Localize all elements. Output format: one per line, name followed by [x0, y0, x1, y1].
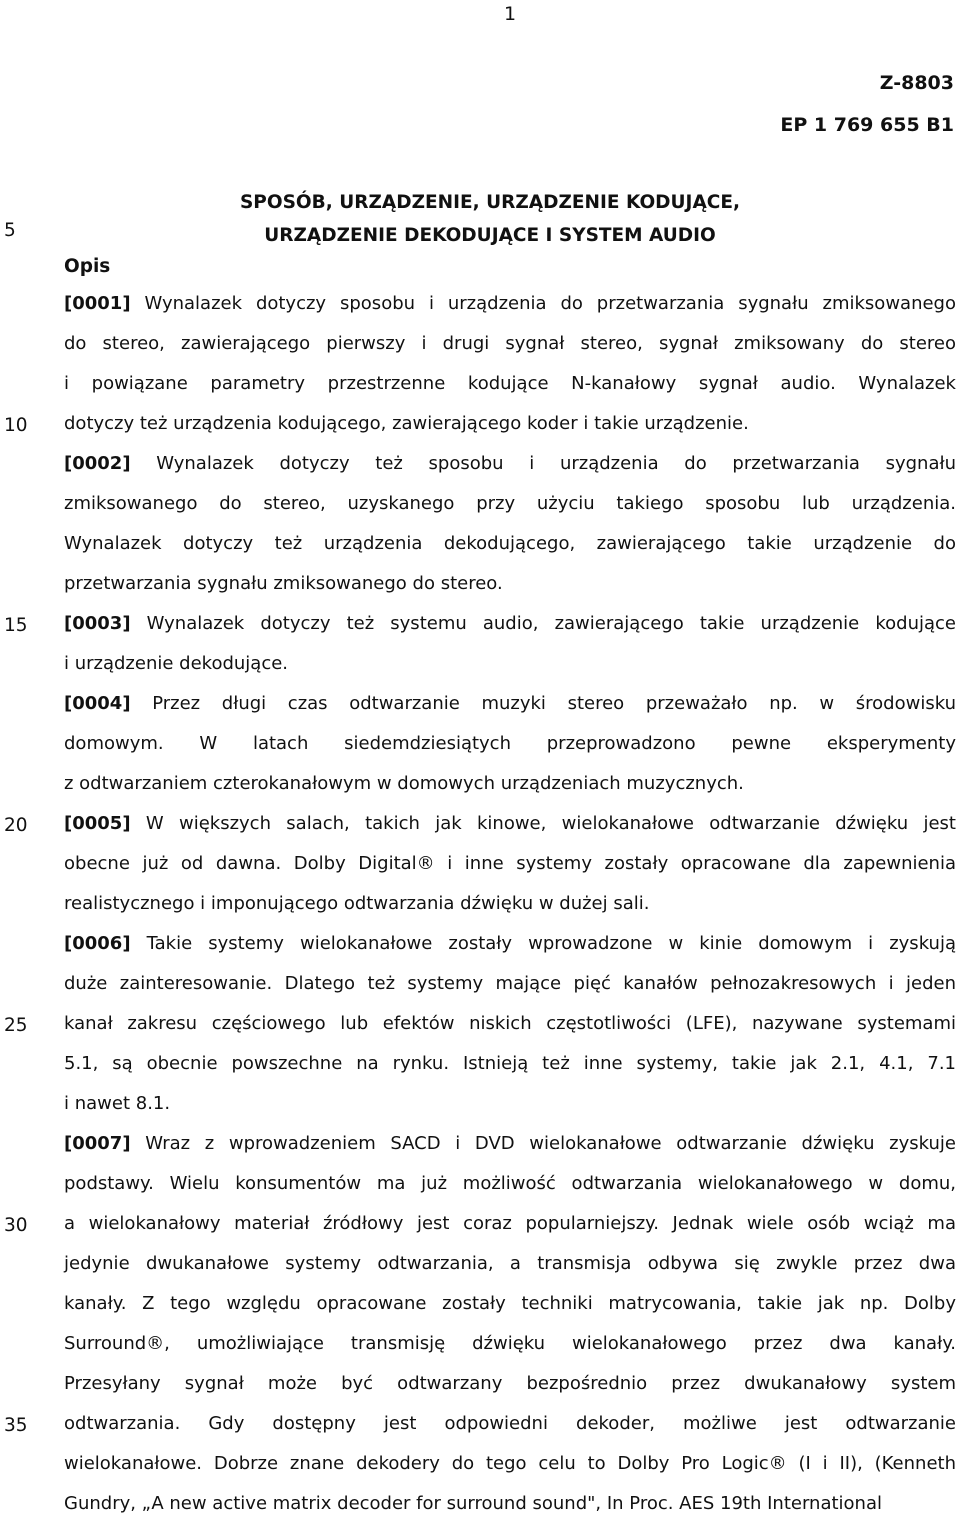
- text-line-content: W większych salach, takich jak kinowe, wielokanałowe odtwarzanie dźwięku jest: [130, 813, 956, 834]
- margin-line-number: 10: [4, 415, 28, 436]
- document-title-line-2: URZĄDZENIE DEKODUJĄCE I SYSTEM AUDIO: [264, 225, 716, 246]
- text-line: [64, 884, 956, 924]
- text-line: [64, 1364, 956, 1404]
- text-line-content: przetwarzania sygnału zmiksowanego do stereo.: [64, 573, 503, 594]
- text-line-content: kanały. Z tego względu opracowane zostały techniki matrycowania, takie jak np. Dolby: [64, 1293, 956, 1314]
- text-line: [64, 1244, 956, 1284]
- text-line: [64, 1404, 956, 1444]
- margin-line-number: 35: [4, 1415, 28, 1436]
- margin-line-number: 20: [4, 815, 28, 836]
- text-line-content: realistycznego i imponującego odtwarzania dźwięku w dużej sali.: [64, 893, 650, 914]
- text-line: [64, 1004, 956, 1044]
- text-line: [64, 844, 956, 884]
- text-line: [64, 484, 956, 524]
- text-line-content: dotyczy też urządzenia kodującego, zawierającego koder i takie urządzenie.: [64, 413, 749, 434]
- text-line: [64, 764, 956, 804]
- text-line: [64, 1084, 956, 1124]
- paragraph-number: [0006]: [64, 933, 131, 954]
- text-line-content: do stereo, zawierającego pierwszy i drugi sygnał stereo, sygnał zmiksowany do stereo: [64, 333, 956, 354]
- text-line-content: i nawet 8.1.: [64, 1093, 171, 1114]
- margin-line-number: 5: [4, 220, 16, 241]
- text-line: [64, 1484, 956, 1524]
- text-line-content: Wynalazek dotyczy też systemu audio, zawierającego takie urządzenie kodujące: [130, 613, 956, 634]
- text-line: [64, 444, 956, 484]
- text-line-content: Wraz z wprowadzeniem SACD i DVD wielokanałowe odtwarzanie dźwięku zyskuje: [130, 1133, 956, 1154]
- text-line: [64, 804, 956, 844]
- text-line-content: a wielokanałowy materiał źródłowy jest coraz popularniejszy. Jednak wiele osób wciąż ma: [64, 1213, 956, 1234]
- text-line: [64, 524, 956, 564]
- text-line-content: Wynalazek dotyczy sposobu i urządzenia do przetwarzania sygnału zmiksowanego: [130, 293, 956, 314]
- text-line: [64, 964, 956, 1004]
- text-line-content: z odtwarzaniem czterokanałowym w domowych urządzeniach muzycznych.: [64, 773, 744, 794]
- text-line: [64, 404, 956, 444]
- text-line: [64, 1164, 956, 1204]
- text-line-content: Przez długi czas odtwarzanie muzyki stereo przeważało np. w środowisku: [130, 693, 956, 714]
- text-line-content: kanał zakresu częściowego lub efektów niskich częstotliwości (LFE), nazywane systemami: [64, 1013, 956, 1034]
- text-line-content: Gundry, „A new active matrix decoder for surround sound", In Proc. AES 19th International: [64, 1493, 882, 1514]
- section-heading: Opis: [64, 256, 111, 277]
- text-line-content: Wynalazek dotyczy też urządzenia dekodującego, zawierającego takie urządzenie do: [64, 533, 956, 554]
- text-line: [64, 644, 956, 684]
- text-line-content: zmiksowanego do stereo, uzyskanego przy użyciu takiego sposobu lub urządzenia.: [64, 493, 956, 514]
- margin-line-number: 25: [4, 1015, 28, 1036]
- text-line: [64, 924, 956, 964]
- text-line: [64, 1124, 956, 1164]
- margin-line-number: 15: [4, 615, 28, 636]
- text-line-content: Surround®, umożliwiające transmisję dźwięku wielokanałowego przez dwa kanały.: [64, 1333, 956, 1354]
- paragraph-number: [0003]: [64, 613, 131, 634]
- paragraph-number: [0007]: [64, 1133, 131, 1154]
- text-line-content: Takie systemy wielokanałowe zostały wprowadzone w kinie domowym i zyskują: [130, 933, 956, 954]
- text-line-content: obecne już od dawna. Dolby Digital® i inne systemy zostały opracowane dla zapewnienia: [64, 853, 956, 874]
- text-line-content: i powiązane parametry przestrzenne kodujące N-kanałowy sygnał audio. Wynalazek: [64, 373, 956, 394]
- text-line: [64, 604, 956, 644]
- text-line-content: domowym. W latach siedemdziesiątych przeprowadzono pewne eksperymenty: [64, 733, 956, 754]
- text-line-content: duże zainteresowanie. Dlatego też systemy mające pięć kanałów pełnozakresowych i jeden: [64, 973, 956, 994]
- paragraph-number: [0004]: [64, 693, 131, 714]
- text-line: [64, 364, 956, 404]
- text-line-content: podstawy. Wielu konsumentów ma już możliwość odtwarzania wielokanałowego w domu,: [64, 1173, 956, 1194]
- text-line: [64, 564, 956, 604]
- paragraph-number: [0005]: [64, 813, 131, 834]
- text-line: [64, 1324, 956, 1364]
- text-line-content: i urządzenie dekodujące.: [64, 653, 289, 674]
- text-line-content: odtwarzania. Gdy dostępny jest odpowiedni dekoder, możliwe jest odtwarzanie: [64, 1413, 956, 1434]
- text-line: [64, 284, 956, 324]
- text-line: [64, 1284, 956, 1324]
- text-line: [64, 1044, 956, 1084]
- text-line-content: Wynalazek dotyczy też sposobu i urządzenia do przetwarzania sygnału: [130, 453, 956, 474]
- text-line: [64, 1204, 956, 1244]
- text-line-content: 5.1, są obecnie powszechne na rynku. Istnieją też inne systemy, takie jak 2.1, 4.1, 7.1: [64, 1053, 956, 1074]
- page-number: 1: [503, 3, 517, 25]
- text-line-content: Przesyłany sygnał może być odtwarzany bezpośrednio przez dwukanałowy system: [64, 1373, 956, 1394]
- margin-line-number: 30: [4, 1215, 28, 1236]
- paragraph-number: [0002]: [64, 453, 131, 474]
- text-line: [64, 724, 956, 764]
- document-title-line-1: SPOSÓB, URZĄDZENIE, URZĄDZENIE KODUJĄCE,: [239, 192, 740, 213]
- text-line: [64, 1444, 956, 1484]
- text-line: [64, 684, 956, 724]
- patent-number: EP 1 769 655 B1: [780, 114, 954, 136]
- text-line: [64, 324, 956, 364]
- paragraph-number: [0001]: [64, 293, 131, 314]
- text-line-content: wielokanałowe. Dobrze znane dekodery do tego celu to Dolby Pro Logic® (I i II), (Kenneth: [64, 1453, 956, 1474]
- document-reference: Z-8803: [879, 72, 954, 94]
- text-line-content: jedynie dwukanałowe systemy odtwarzania, a transmisja odbywa się zwykle przez dwa: [64, 1253, 956, 1274]
